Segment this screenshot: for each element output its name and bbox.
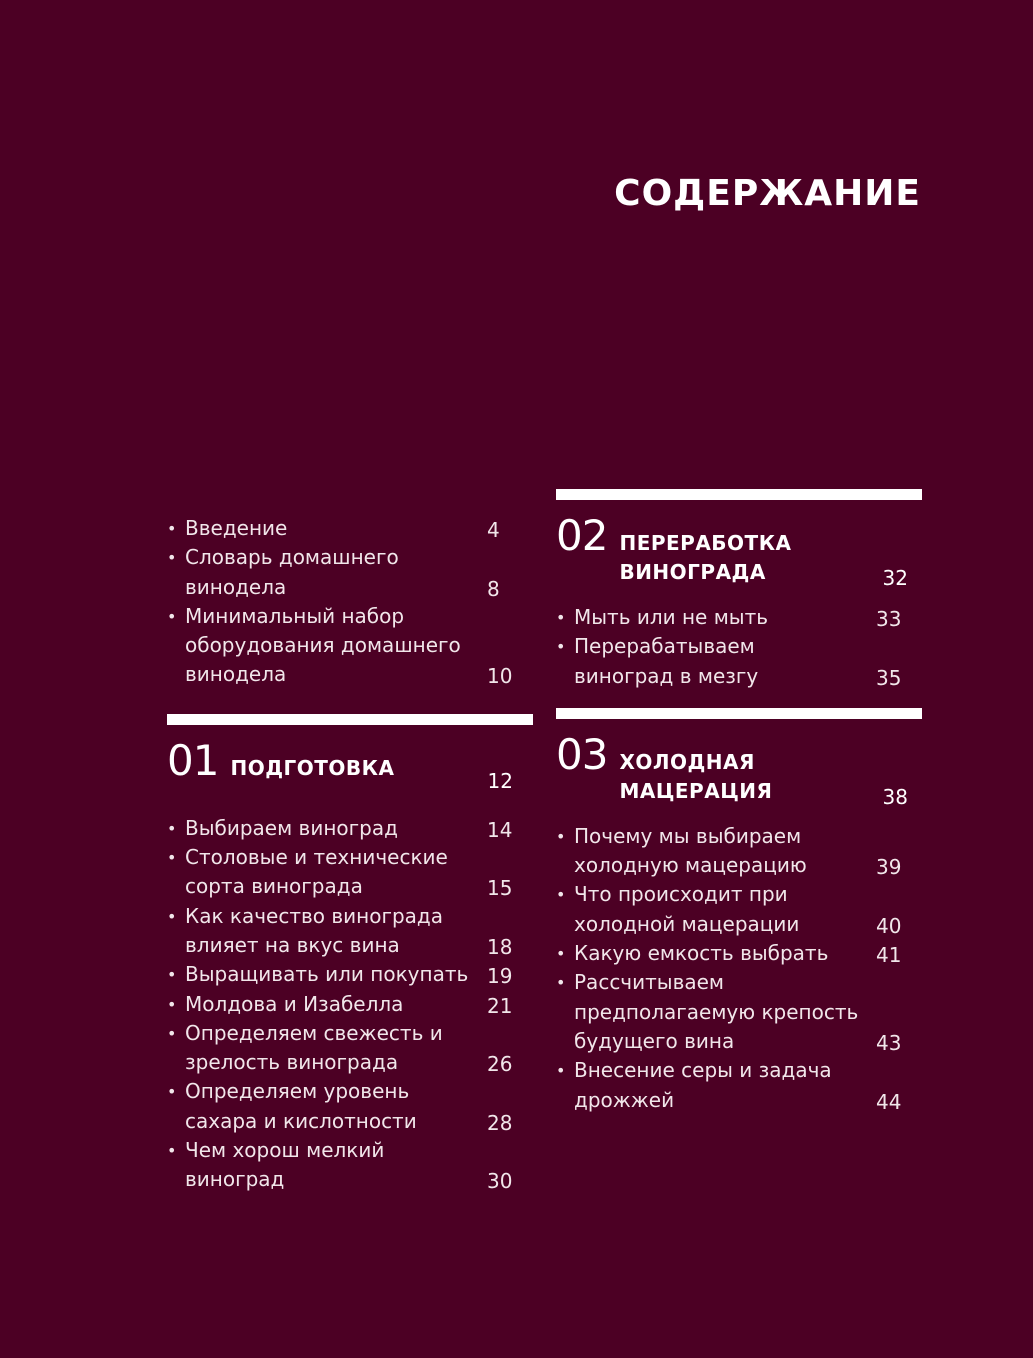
toc-entry[interactable]: • Словарь домашнего винодела 8 [167, 543, 533, 602]
toc-entry-page: 4 [487, 518, 500, 542]
toc-entry-title: Молдова и Изабелла [185, 991, 404, 1016]
toc-entry[interactable]: • Введение 4 [167, 514, 533, 543]
toc-right-column [556, 489, 922, 1115]
toc-entry[interactable]: • Какую емкость выбрать 41 [556, 939, 922, 968]
toc-entry-page: 14 [487, 817, 513, 842]
toc-entry[interactable]: • Определяем свежесть и зрелость винограда 26 [167, 1019, 533, 1078]
toc-entry-title: Выращивать или покупать [185, 962, 469, 987]
toc-entry[interactable]: • Минимальный набор оборудования домашнего винодела 10 [167, 602, 533, 690]
section-page: 38 [882, 784, 908, 809]
toc-entry-page: 30 [487, 1169, 513, 1194]
toc-entry-title: Что происходит при холодной мацерации [574, 882, 800, 936]
toc-entry[interactable]: • Определяем уровень сахара и кислотности 28 [167, 1077, 533, 1136]
section-divider [556, 708, 922, 719]
toc-entry-page: 26 [487, 1052, 513, 1077]
toc-entry-page: 28 [487, 1110, 513, 1135]
intro-list [167, 514, 533, 690]
toc-entry-title: Столовые и технические сорта винограда [185, 845, 448, 899]
toc-entry[interactable]: • Что происходит при холодной мацерации 40 [556, 880, 922, 939]
page-title: СОДЕРЖАНИЕ [614, 173, 921, 214]
toc-entry-title: Минимальный набор оборудования домашнего винодела [185, 603, 461, 687]
toc-entry-title: Выбираем виноград [185, 815, 398, 840]
toc-entry[interactable]: • Выбираем виноград 14 [167, 814, 533, 843]
section-03-list [556, 822, 922, 1115]
toc-entry-title: Мыть или не мыть [574, 605, 769, 629]
toc-entry-title: Определяем свежесть и зрелость винограда [185, 1020, 443, 1075]
toc-entry-title: Определяем уровень сахара и кислотности [185, 1079, 417, 1133]
toc-entry-page: 10 [487, 664, 513, 689]
section-number: 03 [556, 729, 608, 779]
toc-entry-page: 8 [487, 576, 500, 601]
toc-entry-page: 21 [487, 993, 513, 1018]
toc-entry-title: Почему мы выбираем холодную мацерацию [574, 823, 807, 878]
toc-entry-page: 33 [876, 607, 902, 631]
toc-entry[interactable]: • Рассчитываем предполагаемую крепость будущего вина 43 [556, 968, 922, 1056]
toc-entry-page: 35 [876, 665, 902, 690]
toc-entry-title: Рассчитываем предполагаемую крепость будущего вина [574, 970, 859, 1053]
toc-entry[interactable]: • Столовые и технические сорта винограда 15 [167, 843, 533, 902]
toc-entry[interactable]: • Выращивать или покупать 19 [167, 960, 533, 989]
toc-entry-page: 19 [487, 964, 513, 989]
toc-entry[interactable]: • Почему мы выбираем холодную мацерацию 39 [556, 822, 922, 881]
toc-entry-title: Чем хорош мелкий виноград [185, 1138, 385, 1192]
toc-entry[interactable]: • Перерабатываем виноград в мезгу 35 [556, 632, 922, 691]
toc-entry-page: 18 [487, 934, 513, 959]
toc-entry[interactable]: • Как качество винограда влияет на вкус вина 18 [167, 902, 533, 961]
toc-entry[interactable]: • Внесение серы и задача дрожжей 44 [556, 1056, 922, 1115]
section-title: ПОДГОТОВКА [230, 755, 395, 780]
section-page: 32 [882, 566, 908, 590]
toc-entry-page: 39 [876, 855, 902, 880]
section-number: 01 [167, 735, 219, 785]
section-heading[interactable] [556, 729, 922, 809]
section-title: ХОЛОДНАЯ МАЦЕРАЦИЯ [619, 749, 773, 803]
section-page: 12 [487, 768, 513, 793]
toc-entry-page: 44 [876, 1089, 902, 1114]
toc-entry-page: 15 [487, 876, 513, 901]
toc-entry-title: Словарь домашнего винодела [185, 545, 399, 599]
toc-entry-page: 40 [876, 913, 902, 938]
toc-entry[interactable]: • Молдова и Изабелла 21 [167, 990, 533, 1019]
toc-left-column [167, 514, 533, 1195]
section-title: ПЕРЕРАБОТКА ВИНОГРАДА [619, 531, 792, 584]
section-01-list [167, 814, 533, 1195]
toc-entry[interactable]: • Чем хорош мелкий виноград 30 [167, 1136, 533, 1195]
section-02-list [556, 603, 922, 691]
toc-entry-title: Перерабатываем виноград в мезгу [574, 634, 759, 688]
toc-entry-title: Введение [185, 516, 288, 540]
section-divider [167, 714, 533, 725]
toc-entry-title: Внесение серы и задача дрожжей [574, 1058, 832, 1112]
toc-entry[interactable]: • Мыть или не мыть 33 [556, 603, 922, 632]
section-heading[interactable] [556, 511, 922, 590]
toc-entry-page: 41 [876, 943, 902, 968]
toc-entry-title: Какую емкость выбрать [574, 941, 829, 966]
section-divider [556, 489, 922, 500]
toc-entry-page: 43 [876, 1030, 902, 1055]
section-number: 02 [556, 511, 608, 560]
section-heading[interactable] [167, 735, 533, 798]
toc-entry-title: Как качество винограда влияет на вкус вина [185, 903, 444, 957]
